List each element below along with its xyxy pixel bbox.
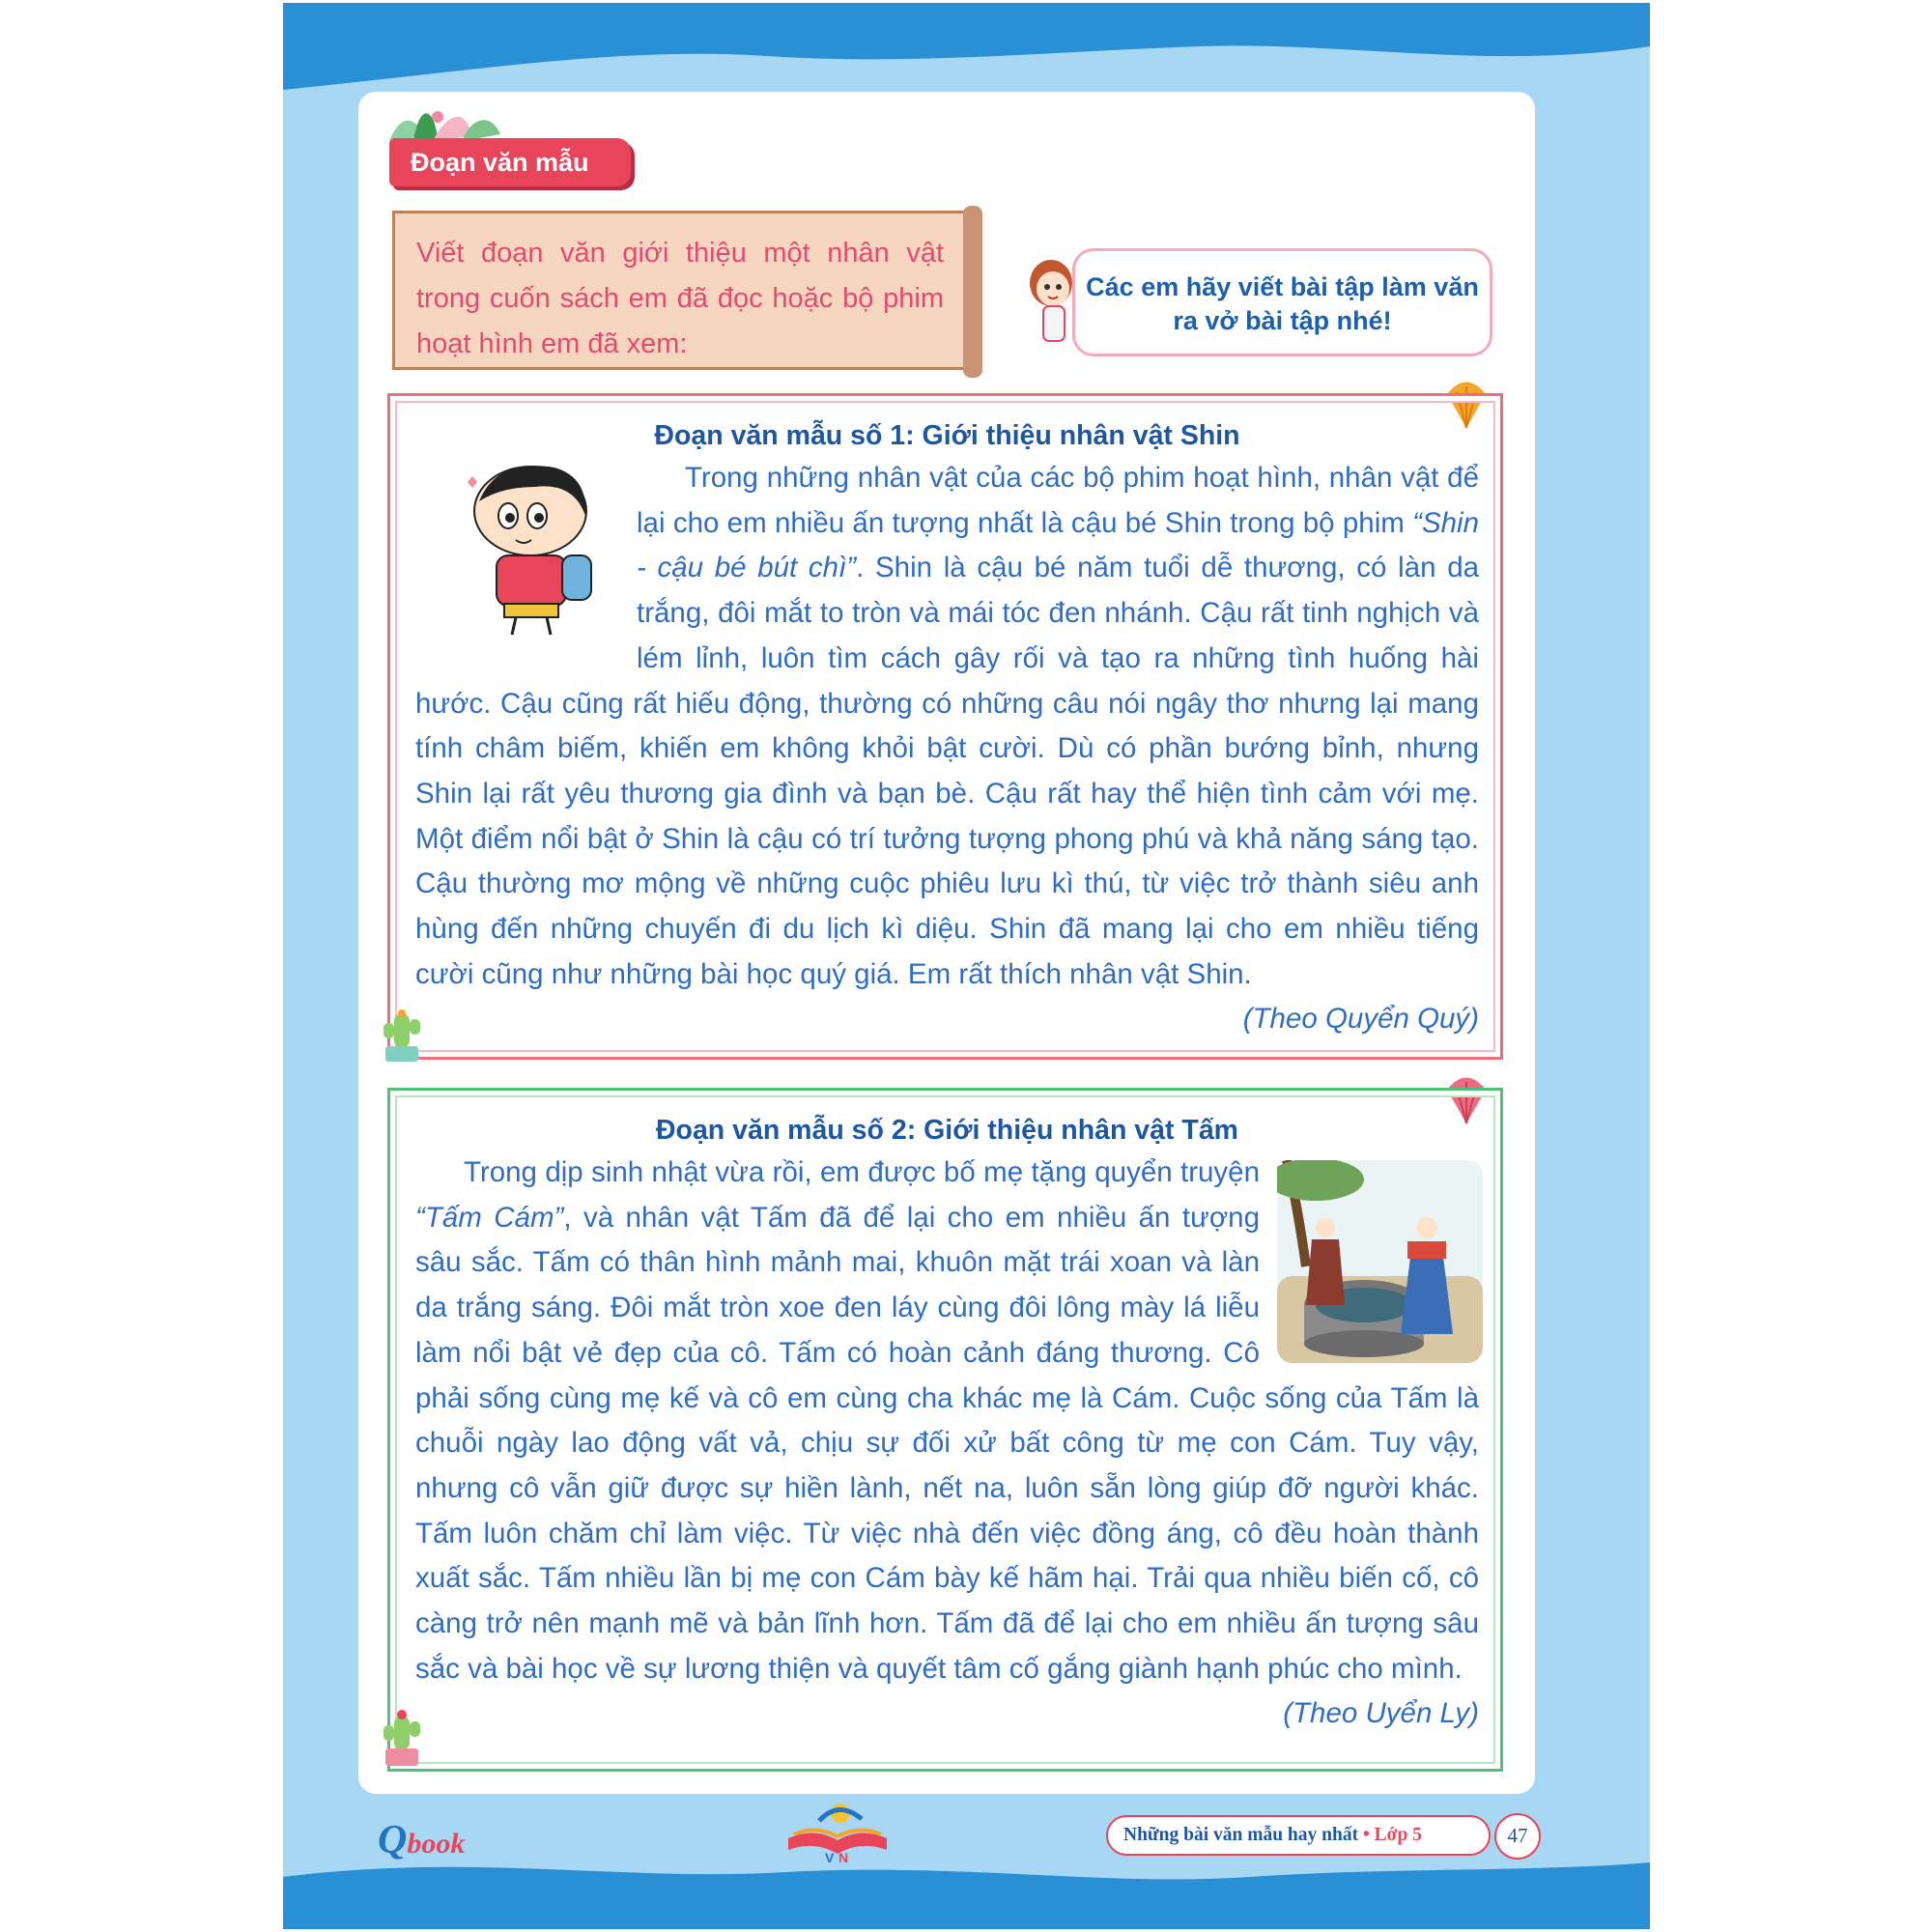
sample-2-book-title: “Tấm Cám”	[415, 1201, 564, 1234]
sample-1-text-after: . Shin là cậu bé năm tuổi dễ thương, có làn da trắng, đôi mắt to tròn và mái tóc đen nhánh. Cậu rất tinh nghịch và lém lỉnh, luôn tìm cách gây rối và tạo ra những tình huống hài hước. Cậu cũng rất hiếu động, thường có những câu nói ngây thơ nhưng lại mang tính châm biếm, khiến em không khỏi bật cười. Dù có phần bướng bỉnh, nhưng Shin lại rất yêu thương gia đình và bạn bè. Cậu rất hay thể hiện tình cảm với mẹ. Một điểm nổi bật ở Shin là cậu có trí tưởng tượng phong phú và khả năng sáng tạo. Cậu thường mơ mộng về những cuộc phiêu lưu kì thú, từ việc trở thành siêu anh hùng đến những chuyến đi du lịch kì diệu. Shin đã mang lại cho em nhiều tiếng cười cũng như những bài học quý giá. Em rất thích nhân vật Shin.	[415, 552, 1480, 990]
sample-2-paragraph	[415, 1151, 1479, 1691]
qbook-logo	[378, 1817, 465, 1863]
scroll-edge	[963, 206, 982, 378]
sample-2-text-after: , và nhân vật Tấm đã để lại cho em nhiều ấn tượng sâu sắc. Tấm có thân hình mảnh mai, khuôn mặt trái xoan và làn da trắng sáng. Đôi mắt tròn xoe đen láy cùng đôi lông mày lá liễu làm nổi bật vẻ đẹp của cô. Tấm có hoàn cảnh đáng thương. Cô phải sống cùng mẹ kế và cô em cùng cha khác mẹ là Cám. Cuộc sống của Tấm là chuỗi ngày lao động vất vả, chịu sự đối xử bất công từ mẹ con Cám. Tuy vậy, nhưng cô vẫn giữ được sự hiền lành, nết na, luôn sẵn lòng giúp đỡ người khác. Tấm luôn chăm chỉ làm việc. Từ việc nhà đến việc đồng áng, cô đều hoàn thành xuất sắc. Tấm nhiều lần bị mẹ con Cám bày kế hãm hại. Trải qua nhiều biến cố, cô càng trở nên mạnh mẽ và bản lĩnh hơn. Tấm đã để lại cho em nhiều ấn tượng sâu sắc và bài học về sự lương thiện và quyết tâm cố gắng giành hạnh phúc cho mình.	[415, 1201, 1479, 1685]
sample-badge: Đoạn văn mẫu	[389, 138, 631, 186]
bottom-wave	[283, 1843, 1650, 1929]
sample-1-paragraph	[415, 456, 1479, 997]
sample-1-text-before: Trong những nhân vật của các bộ phim hoạt hình, nhân vật để lại cho em nhiều ấn tượng nhất là cậu bé Shin trong bộ phim	[637, 462, 1479, 539]
logo-q: Q	[378, 1818, 408, 1862]
task-prompt	[392, 211, 972, 370]
book-logo-icon	[781, 1800, 895, 1863]
sample-box-2	[387, 1088, 1503, 1772]
footer-series-label	[1106, 1815, 1491, 1856]
svg-text:V: V	[825, 1850, 835, 1863]
page-number: 47	[1494, 1813, 1541, 1860]
sample-1-title: Đoạn văn mẫu số 1: Giới thiệu nhân vật Shin	[654, 420, 1240, 451]
tam-well-illustration	[1277, 1160, 1483, 1363]
speech-bubble	[1072, 248, 1492, 356]
footer-series: Những bài văn mẫu hay nhất	[1123, 1825, 1359, 1845]
sample-1-credit: (Theo Quyển Quý)	[1242, 1003, 1479, 1036]
svg-text:N: N	[838, 1850, 849, 1863]
sample-1-film-title: “Shin - cậu bé bút chì”	[637, 506, 1479, 584]
sample-box-1	[387, 393, 1503, 1060]
cactus-icon	[380, 1706, 424, 1768]
sample-2-text-before: Trong dịp sinh nhật vừa rồi, em được bố mẹ tặng quyển truyện	[464, 1156, 1260, 1188]
bubble-text: Các em hãy viết bài tập làm văn ra vở bài tập nhé!	[1086, 272, 1479, 335]
cactus-icon	[380, 1006, 424, 1064]
sample-2-title: Đoạn văn mẫu số 2: Giới thiệu nhân vật Tấm	[655, 1115, 1239, 1146]
page-sheet	[283, 3, 1650, 1929]
shin-illustration	[429, 458, 627, 637]
kid-icon	[1022, 256, 1080, 343]
footer-grade: Lớp 5	[1374, 1825, 1422, 1845]
task-text: Viết đoạn văn giới thiệu một nhân vật trong cuốn sách em đã đọc hoặc bộ phim hoạt hình em đã xem:	[416, 238, 944, 359]
logo-text: book	[407, 1828, 466, 1860]
footer-bullet: •	[1362, 1825, 1370, 1845]
sample-2-credit: (Theo Uyển Ly)	[1283, 1697, 1479, 1730]
